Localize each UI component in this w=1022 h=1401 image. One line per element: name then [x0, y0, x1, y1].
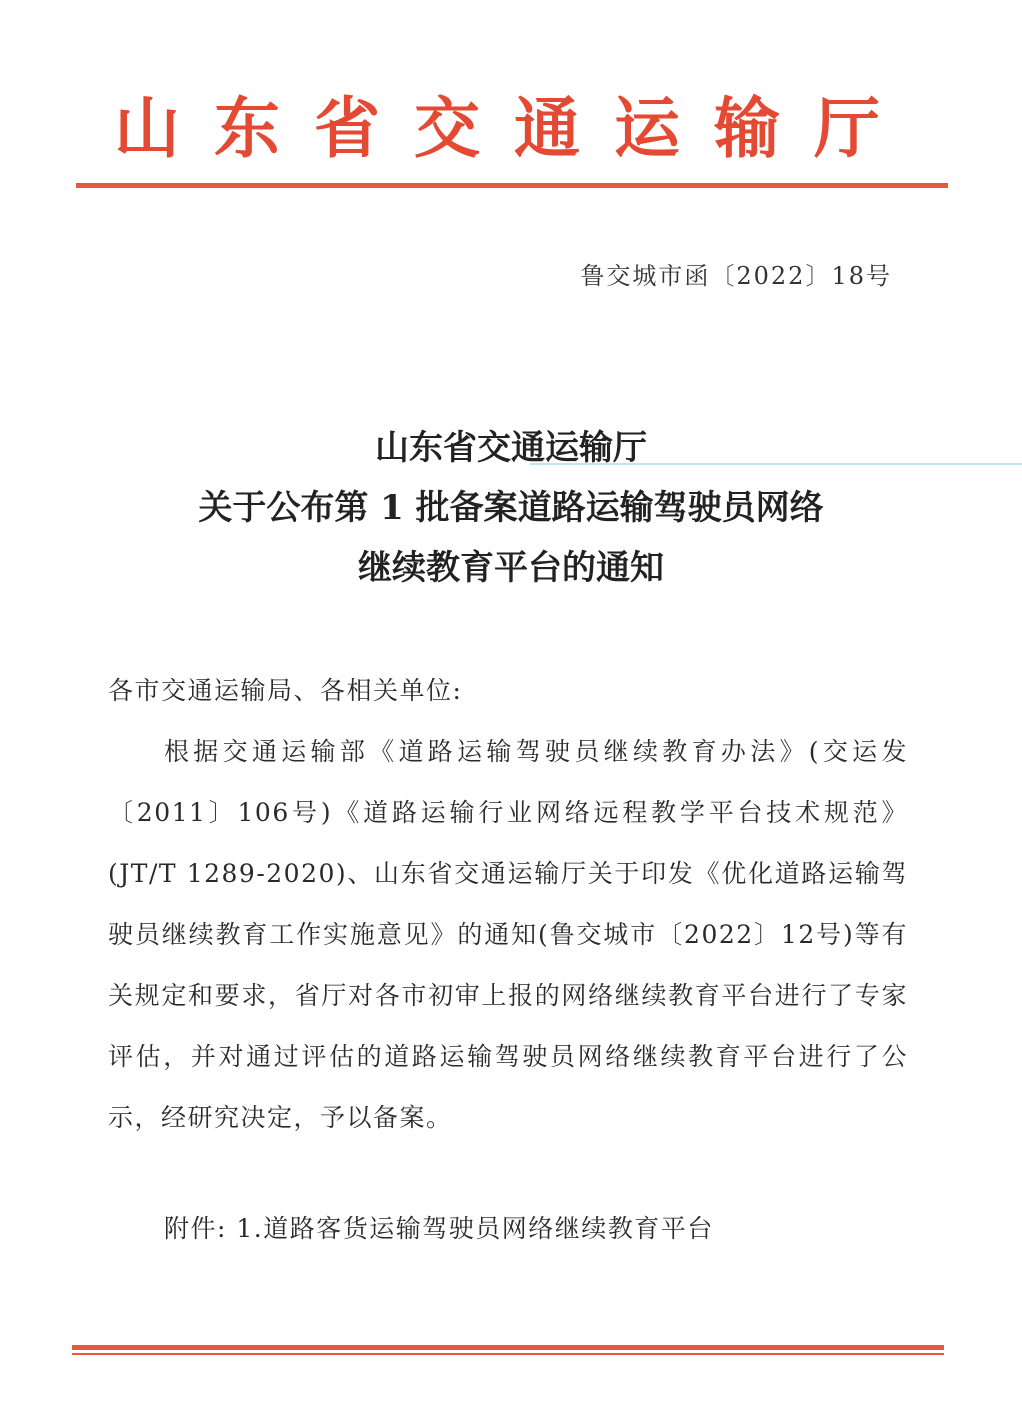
footer-red-rule-thin: [72, 1353, 944, 1355]
footer-red-rule: [72, 1345, 944, 1350]
letterhead-red-rule: [76, 183, 948, 188]
notice-title-line-3: 继续教育平台的通知: [358, 548, 664, 588]
document-number: 鲁交城市函〔2022〕18号: [580, 262, 892, 290]
notice-title-line-2: 关于公布第 1 批备案道路运输驾驶员网络: [198, 488, 824, 528]
notice-title-line-1: 山东省交通运输厅: [375, 428, 647, 468]
salutation: 各市交通运输局、各相关单位:: [108, 676, 463, 705]
body-paragraph: 根据交通运输部《道路运输驾驶员继续教育办法》(交运发〔2011〕106号)《道路运输行业网络远程教学平台技术规范》(JT/T 1289-2020)、山东省交通运输厅关于印发《优化道路运输驾驶员继续教育工作实施意见》的通知(鲁交城市〔2022〕12号)等有关规定和要求，省厅对各市初审上报的网络继续教育平台进行了专家评估，并对通过评估的道路运输驾驶员网络继续教育平台进行了公示，经研究决定，予以备案。: [108, 737, 908, 1132]
attachment-line: 附件: 1.道路客货运输驾驶员网络继续教育平台: [164, 1214, 714, 1243]
letterhead-org-name: 山东省交通运输厅: [114, 89, 914, 167]
notice-title: [0, 418, 1022, 598]
